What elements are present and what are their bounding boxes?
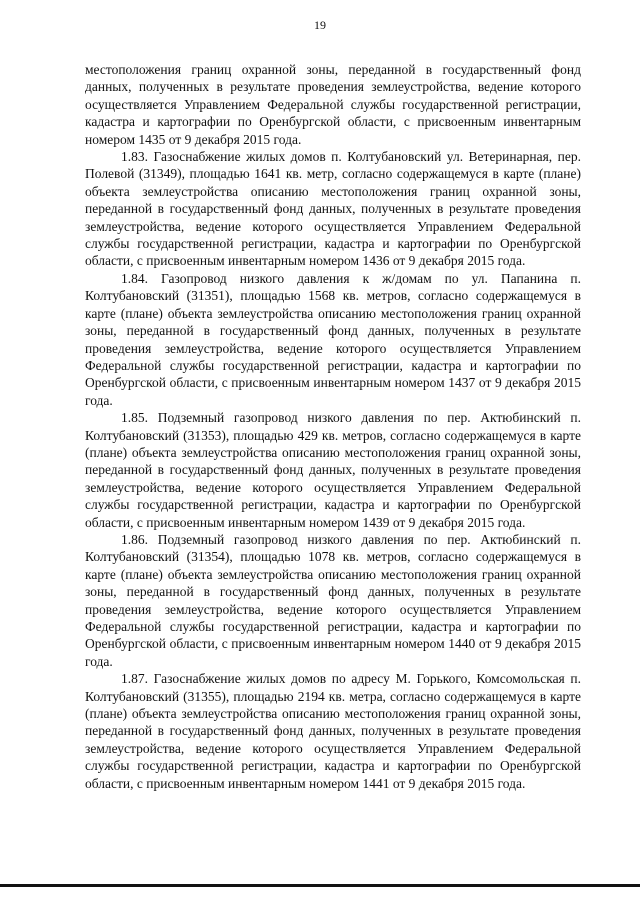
page-number: 19 — [314, 18, 326, 32]
paragraph-1-87: 1.87. Газоснабжение жилых домов по адресу М. Горького, Комсомольская п. Колтубановский (31355), площадью 2194 кв. метра, согласно содержащемуся в карте (плане) объекта землеустройства описанию местоположения границ охранной зоны, переданной в государственный фонд данных, полученных в результате проведения землеустройства, ведение которого осуществляется Управлением Федеральной службы государственной регистрации, кадастра и картографии по Оренбургской области, с присвоенным инвентарным номером 1441 от 9 декабря 2015 года. — [85, 671, 581, 791]
paragraph-1-86: 1.86. Подземный газопровод низкого давления по пер. Актюбинский п. Колтубановский (31354), площадью 1078 кв. метров, согласно содержащемуся в карте (плане) объекта землеустройства описанию местоположения границ охранной зоны, переданной в государственный фонд данных, полученных в результате проведения землеустройства, ведение которого осуществляется Управлением Федеральной службы государственной регистрации, кадастра и картографии по Оренбургской области, с присвоенным инвентарным номером 1440 от 9 декабря 2015 года. — [85, 531, 581, 669]
paragraph-1-85: 1.85. Подземный газопровод низкого давления по пер. Актюбинский п. Колтубановский (31353), площадью 429 кв. метров, согласно содержащемуся в карте (плане) объекта землеустройства описанию местоположения границ охранной зоны, переданной в государственный фонд данных, полученных в результате проведения землеустройства, ведение которого осуществляется Управлением Федеральной службы государственной регистрации, кадастра и картографии по Оренбургской области, с присвоенным инвентарным номером 1439 от 9 декабря 2015 года. — [85, 410, 581, 530]
paragraph-1-84: 1.84. Газопровод низкого давления к ж/домам по ул. Папанина п. Колтубановский (31351), площадью 1568 кв. метров, согласно содержащемуся в карте (плане) объекта землеустройства описанию местоположения границ охранной зоны, переданной в государственный фонд данных, полученных в результате проведения землеустройства, ведение которого осуществляется Управлением Федеральной службы государственной регистрации, кадастра и картографии по Оренбургской области, с присвоенным инвентарным номером 1437 от 9 декабря 2015 года. — [85, 270, 581, 408]
paragraph-continuation: местоположения границ охранной зоны, переданной в государственный фонд данных, полученных в результате проведения землеустройства, ведение которого осуществляется Управлением Федеральной службы государственной регистрации, кадастра и картографии по Оренбургской области, с присвоенным инвентарным номером 1435 от 9 декабря 2015 года. — [85, 62, 581, 147]
document-body — [85, 61, 581, 792]
bottom-divider — [0, 884, 640, 887]
paragraph-1-83: 1.83. Газоснабжение жилых домов п. Колтубановский ул. Ветеринарная, пер. Полевой (31349), площадью 1641 кв. метр, согласно содержащемуся в карте (плане) объекта землеустройства описанию местоположения границ охранной зоны, переданной в государственный фонд данных, полученных в результате проведения землеустройства, ведение которого осуществляется Управлением Федеральной службы государственной регистрации, кадастра и картографии по Оренбургской области, с присвоенным инвентарным номером 1436 от 9 декабря 2015 года. — [85, 149, 581, 269]
